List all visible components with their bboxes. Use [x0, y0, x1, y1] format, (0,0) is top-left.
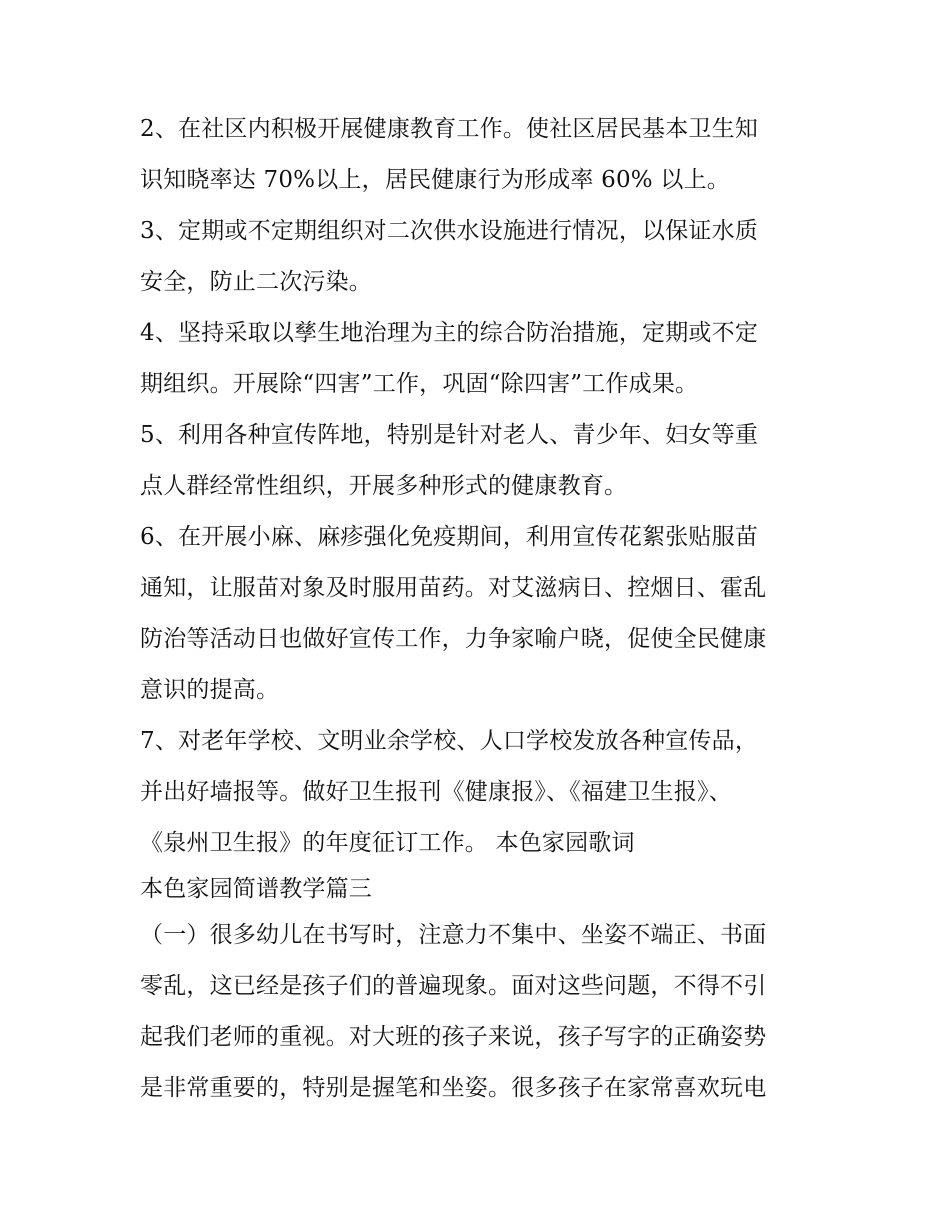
- section-heading: 本色家园简谱教学篇三: [140, 876, 372, 902]
- text-line: 意识的提高。: [140, 677, 280, 703]
- text-line: 5、利用各种宣传阵地，特别是针对老人、青少年、妇女等重: [140, 422, 759, 448]
- text-line: 安全，防止二次污染。: [140, 269, 372, 295]
- text-line: 2、在社区内积极开展健康教育工作。使社区居民基本卫生知: [140, 116, 759, 142]
- text-line: 是非常重要的，特别是握笔和坐姿。很多孩子在家常喜欢玩电: [140, 1075, 767, 1101]
- text-line: 起我们老师的重视。对大班的孩子来说，孩子写字的正确姿势: [140, 1024, 767, 1050]
- text-line: 3、定期或不定期组织对二次供水设施进行情况，以保证水质: [140, 218, 759, 244]
- text-line: 并出好墙报等。做好卫生报刊《健康报》、《福建卫生报》、: [140, 779, 732, 805]
- text-line: 零乱，这已经是孩子们的普遍现象。面对这些问题，不得不引: [140, 973, 767, 999]
- text-line: 点人群经常性组织，开展多种形式的健康教育。: [140, 473, 628, 499]
- text-line: 期组织。开展除“四害”工作，巩固“除四害”工作成果。: [140, 371, 699, 397]
- text-line: 7、对老年学校、文明业余学校、人口学校发放各种宣传品，: [140, 728, 759, 754]
- text-line: （一）很多幼儿在书写时，注意力不集中、坐姿不端正、书面: [140, 922, 767, 948]
- text-line: 4、坚持采取以孳生地治理为主的综合防治措施，定期或不定: [140, 320, 759, 346]
- text-line: 通知，让服苗对象及时服用苗药。对艾滋病日、控烟日、霍乱: [140, 575, 767, 601]
- text-line: 防治等活动日也做好宣传工作，力争家喻户晓，促使全民健康: [140, 626, 767, 652]
- text-line: 6、在开展小麻、麻疹强化免疫期间，利用宣传花絮张贴服苗: [140, 524, 759, 550]
- text-line: 《泉州卫生报》的年度征订工作。 本色家园歌词: [140, 830, 635, 856]
- text-line: 识知晓率达 70%以上，居民健康行为形成率 60% 以上。: [140, 167, 730, 193]
